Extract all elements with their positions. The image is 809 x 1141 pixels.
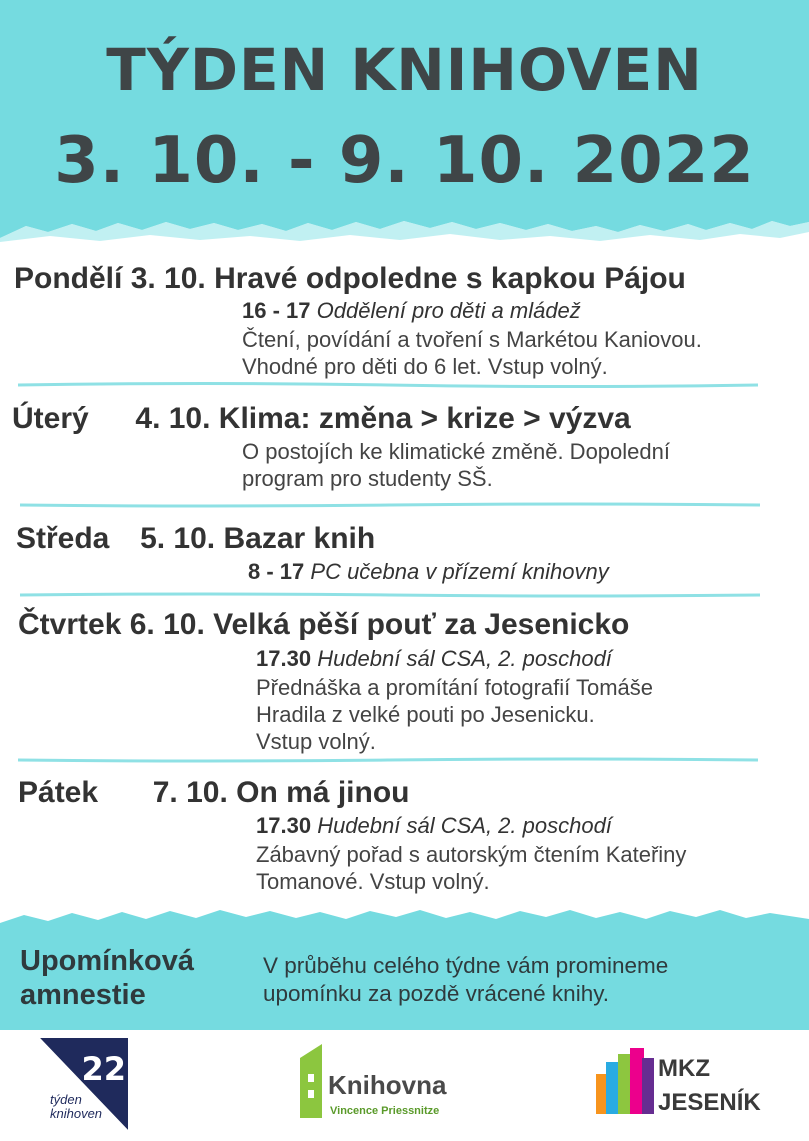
tyden-knihoven-logo — [40, 1038, 132, 1130]
event-desc-line: O postojích ke klimatické změně. Dopolední — [242, 439, 670, 464]
amnesty-text-line: V průběhu celého týdne vám promineme — [263, 953, 669, 978]
event-date: 4. 10. — [135, 402, 211, 435]
header-band — [0, 0, 809, 245]
event-day: Pondělí — [14, 262, 123, 295]
amnesty-title — [20, 944, 194, 1012]
logos-row — [0, 1030, 809, 1141]
amnesty-title-line: amnestie — [20, 979, 146, 1011]
event-time: 17.30 — [256, 813, 312, 838]
event-title: Velká pěší pouť za Jesenicko — [213, 608, 630, 641]
divider — [18, 382, 758, 386]
event-description — [256, 674, 653, 755]
amnesty-text — [263, 952, 668, 1008]
event-title: On má jinou — [236, 776, 410, 809]
page-dates: 3. 10. - 9. 10. 2022 — [54, 124, 755, 198]
event-heading-monday — [14, 262, 686, 296]
event-time-place — [256, 813, 612, 839]
event-place: PC učebna v přízemí knihovny — [310, 559, 609, 584]
event-time: 16 - 17 — [242, 298, 311, 323]
event-title: Hravé odpoledne s kapkou Pájou — [214, 262, 686, 295]
event-date: 6. 10. — [129, 608, 205, 641]
event-desc-line: Tomanové. Vstup volný. — [256, 869, 490, 894]
mkz-line2: JESENÍK — [658, 1089, 761, 1116]
event-date: 3. 10. — [130, 262, 206, 295]
divider — [20, 592, 760, 596]
divider — [18, 757, 758, 761]
page-title: TÝDEN KNIHOVEN — [106, 36, 703, 104]
event-desc-line: Hradila z velké pouti po Jesenicku. — [256, 702, 595, 727]
event-title: Bazar knih — [223, 522, 376, 555]
event-description — [242, 438, 670, 492]
event-time: 17.30 — [256, 646, 312, 671]
divider — [20, 502, 760, 506]
event-day: Pátek — [18, 776, 99, 809]
amnesty-title-line: Upomínková — [20, 945, 195, 977]
event-time-place — [242, 298, 581, 324]
mkz-jesenik-logo — [596, 1046, 761, 1118]
event-desc-line: Přednáška a promítání fotografií Tomáše — [256, 675, 654, 700]
event-date: 5. 10. — [140, 522, 216, 555]
tk-number: 22 — [81, 1050, 126, 1088]
event-place: Hudební sál CSA, 2. poschodí — [317, 646, 612, 671]
event-heading-friday — [18, 776, 410, 810]
knihovna-logo — [300, 1044, 447, 1124]
event-day: Úterý — [12, 402, 89, 435]
mkz-line1: MKZ — [658, 1055, 710, 1082]
event-heading-tuesday — [12, 402, 631, 436]
event-title: Klima: změna > krize > výzva — [218, 402, 631, 435]
amnesty-text-line: upomínku za pozdě vrácené knihy. — [263, 981, 610, 1006]
knihovna-name: Knihovna — [328, 1070, 447, 1100]
event-description — [242, 326, 702, 380]
event-place: Hudební sál CSA, 2. poschodí — [317, 813, 612, 838]
event-desc-line: Vhodné pro děti do 6 let. Vstup volný. — [242, 354, 608, 379]
event-time: 8 - 17 — [248, 559, 305, 584]
event-desc-line: Vstup volný. — [256, 729, 376, 754]
event-time-place — [256, 646, 612, 672]
knihovna-sub: Vincence Priessnitze — [330, 1105, 440, 1117]
event-description — [256, 841, 686, 895]
event-desc-line: program pro studenty SŠ. — [242, 466, 493, 491]
event-desc-line: Čtení, povídání a tvoření s Markétou Kaniovou. — [242, 327, 702, 352]
event-heading-wednesday — [16, 522, 375, 556]
tk-line2: knihoven — [50, 1106, 103, 1121]
event-day: Středa — [16, 522, 110, 555]
tk-line1: týden — [50, 1092, 82, 1107]
event-time-place — [248, 559, 609, 585]
event-place: Oddělení pro děti a mládež — [316, 298, 581, 323]
event-date: 7. 10. — [152, 776, 228, 809]
event-heading-thursday — [18, 608, 629, 642]
event-desc-line: Zábavný pořad s autorským čtením Kateřiny — [256, 842, 687, 867]
event-day: Čtvrtek — [18, 608, 122, 641]
